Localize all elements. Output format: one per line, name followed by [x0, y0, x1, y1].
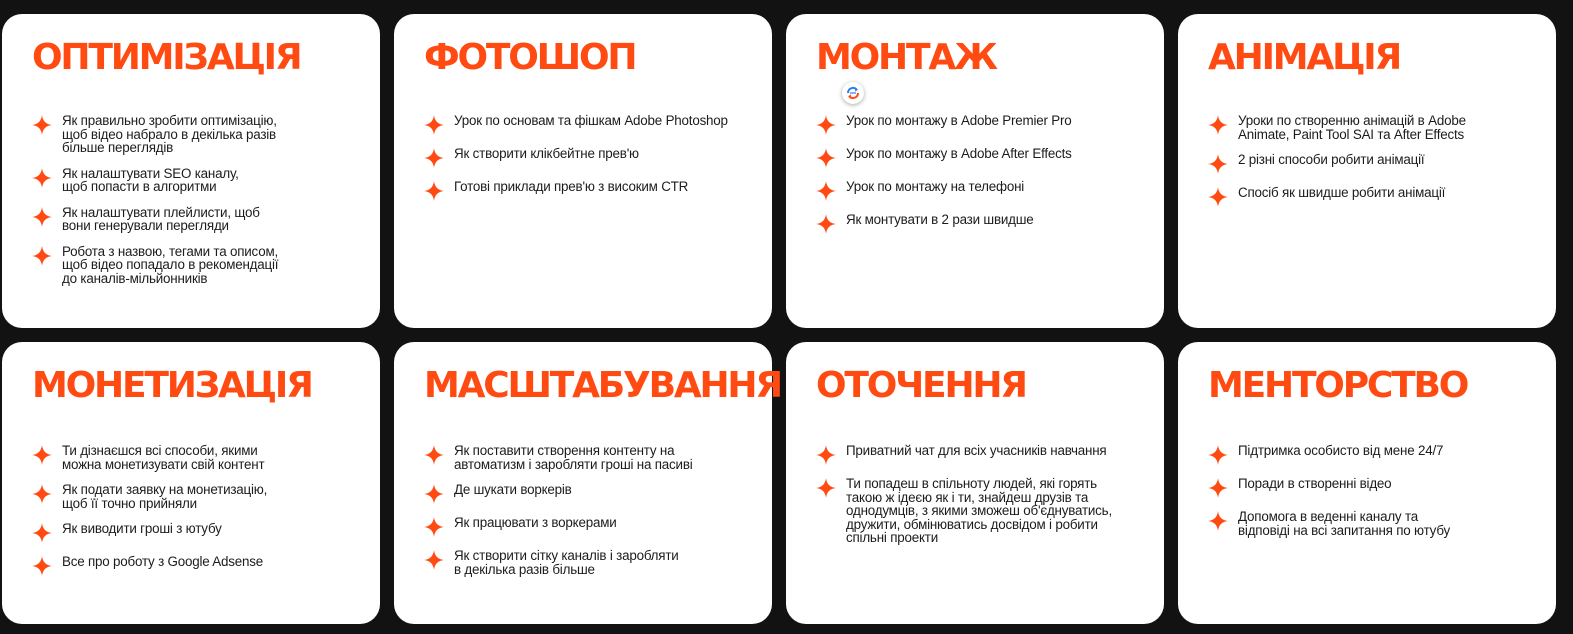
- four-point-star-icon: [32, 246, 52, 266]
- four-point-star-icon: [424, 181, 444, 201]
- card-mentorship: [1178, 342, 1556, 624]
- four-point-star-icon: [816, 148, 836, 168]
- list-item: [1208, 114, 1534, 141]
- card-title: ФОТОШОП: [424, 37, 636, 78]
- card-title: МЕНТОРСТВО: [1208, 365, 1468, 406]
- four-point-star-icon: [32, 556, 52, 576]
- list-item-text: Підтримка особисто від мене 24/7: [1238, 443, 1444, 458]
- list-item: [1208, 477, 1534, 498]
- four-point-star-icon: [32, 207, 52, 227]
- list-item-text: Урок по основам та фішкам Adobe Photoshop: [454, 113, 728, 128]
- card-animation: [1178, 14, 1556, 328]
- list-item: [1208, 510, 1534, 537]
- list-item-text: Як монтувати в 2 рази швидше: [846, 212, 1034, 227]
- list-item-text: Спосіб як швидше робити анімації: [1238, 185, 1446, 200]
- list-item: [32, 114, 358, 155]
- card-photoshop: [394, 14, 772, 328]
- four-point-star-icon: [424, 115, 444, 135]
- card-item-list: [32, 444, 358, 576]
- four-point-star-icon: [32, 523, 52, 543]
- list-item-text: Приватний чат для всіх учасників навчання: [846, 443, 1107, 458]
- sync-chat-icon[interactable]: [842, 82, 864, 104]
- list-item: [32, 167, 358, 194]
- four-point-star-icon: [32, 484, 52, 504]
- list-item-text: Як подати заявку на монетизацію, щоб її точно прийняли: [62, 482, 268, 511]
- list-item-text: Уроки по створенню анімацій в Adobe Animate, Paint Tool SAI та After Effects: [1238, 113, 1466, 142]
- list-item: [424, 483, 750, 504]
- list-item: [816, 180, 1142, 201]
- list-item: [32, 444, 358, 471]
- list-item-text: Як правильно зробити оптимізацію, щоб відео набрало в декілька разів більше переглядів: [62, 113, 277, 155]
- list-item-text: Як налаштувати SEO каналу, щоб попасти в алгоритми: [62, 165, 239, 194]
- four-point-star-icon: [816, 181, 836, 201]
- four-point-star-icon: [32, 115, 52, 135]
- list-item: [1208, 153, 1534, 174]
- list-item: [32, 522, 358, 543]
- list-item: [424, 147, 750, 168]
- list-item: [32, 206, 358, 233]
- card-editing: [786, 14, 1164, 328]
- list-item: [816, 213, 1142, 234]
- four-point-star-icon: [1208, 445, 1228, 465]
- card-scaling: [394, 342, 781, 624]
- list-item: [424, 549, 750, 576]
- list-item: [816, 114, 1142, 135]
- card-title: АНІМАЦІЯ: [1208, 37, 1400, 78]
- card-item-list: [32, 114, 358, 285]
- four-point-star-icon: [816, 478, 836, 498]
- card-item-list: [816, 444, 1142, 545]
- list-item-text: Ти попадеш в спільноту людей, які горять такою ж ідеєю як і ти, знайдеш друзів та однодумців, з якими зможеш об'єднуватись, дружити, обмінюватись досвідом і робити спільні проекти: [846, 476, 1112, 545]
- list-item-text: Як поставити створення контенту на автоматизм і заробляти гроші на пасиві: [454, 443, 693, 472]
- list-item-text: Робота з назвою, тегами та описом, щоб відео попадало в рекомендації до каналів-мільйонників: [62, 243, 279, 286]
- list-item-text: Як створити сітку каналів і заробляти в декілька разів більше: [454, 548, 679, 577]
- card-title: ОПТИМІЗАЦІЯ: [32, 37, 301, 78]
- four-point-star-icon: [424, 148, 444, 168]
- course-modules-grid: [2, 14, 1556, 624]
- list-item-text: Як працювати з воркерами: [454, 515, 617, 530]
- card-community: [786, 342, 1164, 624]
- list-item: [816, 444, 1142, 465]
- four-point-star-icon: [424, 484, 444, 504]
- four-point-star-icon: [1208, 187, 1228, 207]
- list-item-text: Як створити клікбейтне прев'ю: [454, 146, 639, 161]
- four-point-star-icon: [424, 445, 444, 465]
- list-item: [424, 114, 750, 135]
- list-item: [32, 555, 358, 576]
- four-point-star-icon: [1208, 511, 1228, 531]
- four-point-star-icon: [32, 445, 52, 465]
- list-item: [816, 477, 1142, 545]
- card-title: ОТОЧЕННЯ: [816, 365, 1026, 406]
- four-point-star-icon: [1208, 154, 1228, 174]
- card-optimization: [2, 14, 380, 328]
- list-item-text: Як налаштувати плейлисти, щоб вони генерували перегляди: [62, 204, 260, 233]
- card-title: МОНТАЖ: [816, 37, 996, 78]
- list-item: [1208, 444, 1534, 465]
- four-point-star-icon: [816, 214, 836, 234]
- list-item-text: Все про роботу з Google Adsense: [62, 554, 264, 569]
- card-monetization: [2, 342, 380, 624]
- card-item-list: [424, 114, 750, 201]
- list-item-text: Урок по монтажу в Adobe Premier Pro: [846, 113, 1072, 128]
- four-point-star-icon: [816, 115, 836, 135]
- card-item-list: [1208, 444, 1534, 537]
- four-point-star-icon: [424, 550, 444, 570]
- list-item-text: Готові приклади прев'ю з високим CTR: [454, 179, 689, 194]
- card-item-list: [1208, 114, 1534, 207]
- list-item: [424, 516, 750, 537]
- card-item-list: [424, 444, 750, 576]
- card-title: МОНЕТИЗАЦІЯ: [32, 365, 312, 406]
- list-item-text: Допомога в веденні каналу та відповіді на всі запитання по ютубу: [1238, 509, 1450, 538]
- list-item: [1208, 186, 1534, 207]
- four-point-star-icon: [816, 445, 836, 465]
- list-item: [32, 245, 358, 286]
- card-title: МАСШТАБУВАННЯ: [424, 365, 781, 406]
- list-item-text: Як виводити гроші з ютубу: [62, 521, 222, 536]
- list-item-text: Де шукати воркерів: [454, 482, 572, 497]
- list-item: [816, 147, 1142, 168]
- four-point-star-icon: [424, 517, 444, 537]
- four-point-star-icon: [1208, 115, 1228, 135]
- list-item-text: 2 різні способи робити анімації: [1238, 152, 1425, 167]
- card-item-list: [816, 114, 1142, 234]
- four-point-star-icon: [1208, 478, 1228, 498]
- four-point-star-icon: [32, 168, 52, 188]
- list-item-text: Поради в створенні відео: [1238, 476, 1392, 491]
- list-item: [424, 180, 750, 201]
- list-item-text: Урок по монтажу в Adobe After Effects: [846, 146, 1072, 161]
- list-item: [424, 444, 750, 471]
- list-item-text: Урок по монтажу на телефоні: [846, 179, 1025, 194]
- list-item: [32, 483, 358, 510]
- list-item-text: Ти дізнаєшся всі способи, якими можна монетизувати свій контент: [62, 443, 265, 472]
